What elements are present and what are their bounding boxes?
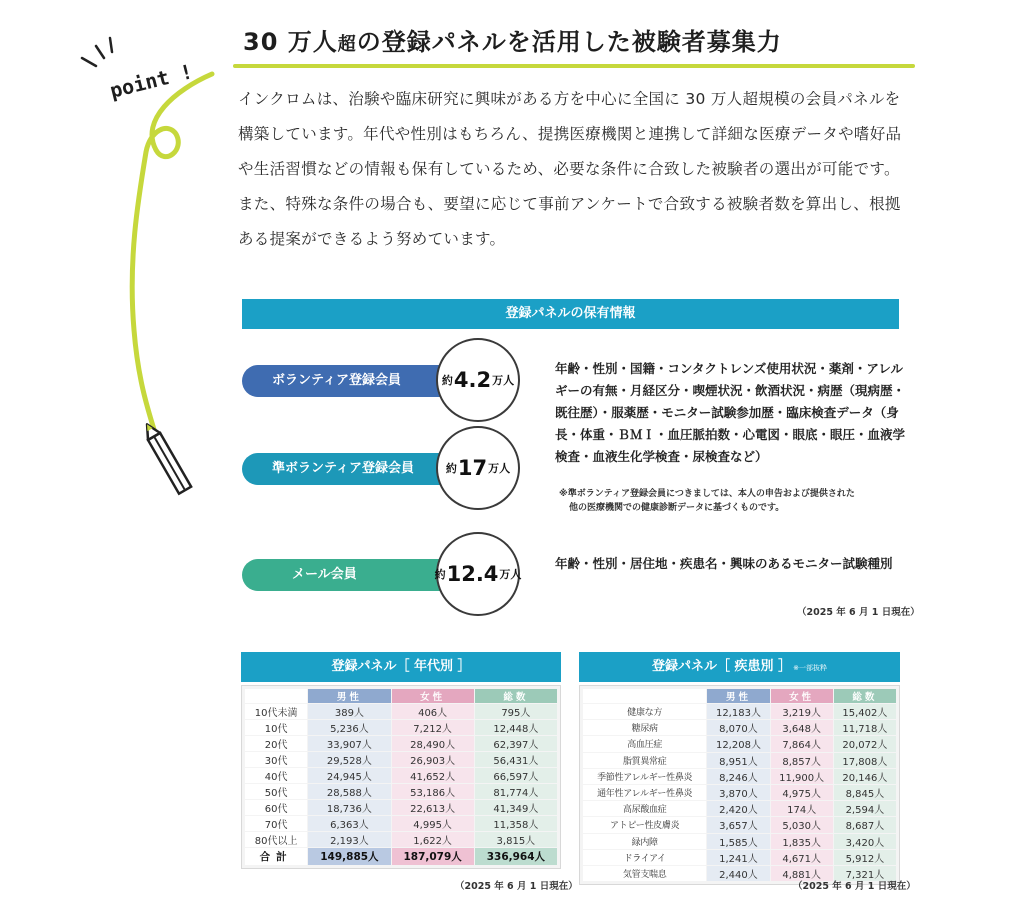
- total-cell: 8,845人: [834, 785, 896, 800]
- mail-count-circle: [436, 532, 520, 616]
- count-prefix: 約: [434, 568, 446, 581]
- total-cell: 41,349人: [475, 800, 557, 815]
- total-cell: 12,448人: [475, 720, 557, 735]
- female-cell: 4,995人: [392, 816, 474, 831]
- male-cell: 3,657人: [707, 817, 769, 832]
- total-cell: 5,912人: [834, 850, 896, 865]
- disease-table-as-of-date: （2025 年 6 月 1 日現在）: [793, 881, 916, 892]
- table-row: [583, 850, 896, 865]
- swoosh-line: [132, 74, 212, 436]
- table-total-row: [245, 848, 557, 865]
- header-total: 総数: [834, 689, 896, 703]
- header-total: 総数: [475, 689, 557, 703]
- table-row: [583, 769, 896, 784]
- disease-table-title-text: 登録パネル［ 疾患別 ］: [652, 659, 792, 674]
- row-label: 脂質異常症: [583, 753, 706, 768]
- sparkle-icon: [82, 38, 112, 66]
- row-label: 30代: [245, 752, 307, 767]
- total-cell: 20,072人: [834, 736, 896, 751]
- row-label: 70代: [245, 816, 307, 831]
- row-label: 緑内障: [583, 834, 706, 849]
- age-table: [241, 685, 561, 869]
- row-label: 高血圧症: [583, 736, 706, 751]
- table-row: [245, 720, 557, 735]
- count-number: 17: [457, 456, 488, 480]
- male-cell: 28,588人: [308, 784, 390, 799]
- total-cell: 3,815人: [475, 832, 557, 847]
- point-label: point !: [107, 59, 196, 103]
- total-cell: 11,718人: [834, 720, 896, 735]
- female-cell: 3,219人: [771, 704, 833, 719]
- total-cell: 20,146人: [834, 769, 896, 784]
- table-row: [583, 834, 896, 849]
- disease-table-title-note: ※一部抜粋: [793, 664, 827, 672]
- female-cell: 28,490人: [392, 736, 474, 751]
- disease-table-title: [579, 652, 900, 682]
- table-row: [245, 832, 557, 847]
- female-cell: 53,186人: [392, 784, 474, 799]
- table-row: [583, 753, 896, 768]
- header-blank: [245, 689, 307, 703]
- female-cell: 22,613人: [392, 800, 474, 815]
- total-cell: 62,397人: [475, 736, 557, 751]
- count-number: 4.2: [453, 368, 492, 392]
- male-cell: 5,236人: [308, 720, 390, 735]
- page-title: 30 万人超の登録パネルを活用した被験者募集力: [243, 28, 782, 56]
- male-cell: 389人: [308, 704, 390, 719]
- female-cell: 26,903人: [392, 752, 474, 767]
- mail-info-description: 年齢・性別・居住地・疾患名・興味のあるモニター試験種別: [555, 556, 893, 571]
- table-header-row: [583, 689, 896, 703]
- title-underline: [233, 64, 915, 68]
- table-row: [583, 720, 896, 735]
- row-label: 糖尿病: [583, 720, 706, 735]
- total-cell: 81,774人: [475, 784, 557, 799]
- holdings-as-of-date: （2025 年 6 月 1 日現在）: [797, 607, 920, 618]
- female-cell: 5,030人: [771, 817, 833, 832]
- count-unit: 万人: [488, 462, 511, 475]
- total-cell: 17,808人: [834, 753, 896, 768]
- age-table-title: 登録パネル［ 年代別 ］: [241, 652, 561, 682]
- row-label: 10代: [245, 720, 307, 735]
- male-cell: 1,241人: [707, 850, 769, 865]
- semi-volunteer-note: [559, 487, 909, 515]
- female-cell: 8,857人: [771, 753, 833, 768]
- female-cell: 4,975人: [771, 785, 833, 800]
- table-row: [583, 817, 896, 832]
- row-label: アトピー性皮膚炎: [583, 817, 706, 832]
- female-cell: 7,212人: [392, 720, 474, 735]
- pencil-icon: [141, 421, 191, 494]
- female-cell: 7,864人: [771, 736, 833, 751]
- male-cell: 3,870人: [707, 785, 769, 800]
- male-cell: 149,885人: [308, 848, 390, 865]
- female-cell: 41,652人: [392, 768, 474, 783]
- male-cell: 12,208人: [707, 736, 769, 751]
- row-label: 通年性アレルギー性鼻炎: [583, 785, 706, 800]
- row-label: 10代未満: [245, 704, 307, 719]
- male-cell: 2,420人: [707, 801, 769, 816]
- row-label: 40代: [245, 768, 307, 783]
- header-male: 男性: [707, 689, 769, 703]
- row-label: 50代: [245, 784, 307, 799]
- female-cell: 4,671人: [771, 850, 833, 865]
- male-cell: 6,363人: [308, 816, 390, 831]
- male-cell: 2,440人: [707, 866, 769, 881]
- table-row: [245, 784, 557, 799]
- male-cell: 8,246人: [707, 769, 769, 784]
- mail-member-label: メール会員: [242, 559, 462, 591]
- female-cell: 406人: [392, 704, 474, 719]
- table-row: [583, 801, 896, 816]
- age-table-as-of-date: （2025 年 6 月 1 日現在）: [455, 881, 578, 892]
- disease-table: [579, 685, 900, 885]
- male-cell: 8,951人: [707, 753, 769, 768]
- holdings-section-title: 登録パネルの保有情報: [242, 299, 899, 329]
- count-number: 12.4: [446, 562, 499, 586]
- total-cell: 8,687人: [834, 817, 896, 832]
- row-label: 健康な方: [583, 704, 706, 719]
- female-cell: 11,900人: [771, 769, 833, 784]
- female-cell: 174人: [771, 801, 833, 816]
- table-row: [245, 752, 557, 767]
- male-cell: 8,070人: [707, 720, 769, 735]
- semi-volunteer-member-label: 準ボランティア登録会員: [242, 453, 492, 485]
- female-cell: 187,079人: [392, 848, 474, 865]
- volunteer-info-description: 年齢・性別・国籍・コンタクトレンズ使用状況・薬剤・アレルギーの有無・月経区分・喫煙状況・飲酒状況・病歴（現病歴・既往歴）・服薬歴・モニター試験参加歴・臨床検査データ（身長・体重・ＢＭＩ・血圧脈拍数・心電図・眼底・眼圧・血液学検査・血液生化学検査・尿検査など）: [555, 361, 906, 464]
- female-cell: 1,622人: [392, 832, 474, 847]
- header-blank: [583, 689, 706, 703]
- row-label: 季節性アレルギー性鼻炎: [583, 769, 706, 784]
- table-row: [583, 736, 896, 751]
- total-cell: 2,594人: [834, 801, 896, 816]
- male-cell: 33,907人: [308, 736, 390, 751]
- header-male: 男性: [308, 689, 390, 703]
- total-cell: 56,431人: [475, 752, 557, 767]
- female-cell: 3,648人: [771, 720, 833, 735]
- table-row: [245, 768, 557, 783]
- table-row: [245, 736, 557, 751]
- table-row: [245, 704, 557, 719]
- row-label: 高尿酸血症: [583, 801, 706, 816]
- count-prefix: 約: [441, 374, 453, 387]
- total-cell: 795人: [475, 704, 557, 719]
- row-label: 60代: [245, 800, 307, 815]
- count-prefix: 約: [445, 462, 457, 475]
- total-cell: 15,402人: [834, 704, 896, 719]
- volunteer-count-circle: [436, 338, 520, 422]
- header-female: 女性: [771, 689, 833, 703]
- table-header-row: [245, 689, 557, 703]
- row-label: 20代: [245, 736, 307, 751]
- total-cell: 3,420人: [834, 834, 896, 849]
- table-row: [583, 785, 896, 800]
- table-row: [245, 800, 557, 815]
- male-cell: 24,945人: [308, 768, 390, 783]
- volunteer-member-label: ボランティア登録会員: [242, 365, 462, 397]
- count-unit: 万人: [492, 374, 515, 387]
- table-row: [583, 704, 896, 719]
- intro-paragraph: インクロムは、治験や臨床研究に興味がある方を中心に全国に 30 万人超規模の会員パネルを構築しています。年代や性別はもちろん、提携医療機関と連携して詳細な医療データや嗜好品や生活習慣などの情報も保有しているため、必要な条件に合致した被験者の選出が可能です。また、特殊な条件の場合も、要望に応じて事前アンケートで合致する被験者数を算出し、根拠ある提案ができるよう努めています。: [238, 90, 902, 248]
- total-cell: 11,358人: [475, 816, 557, 831]
- male-cell: 1,585人: [707, 834, 769, 849]
- total-cell: 336,964人: [475, 848, 557, 865]
- female-cell: 4,881人: [771, 866, 833, 881]
- row-label: 気管支喘息: [583, 866, 706, 881]
- note-line: 他の医療機関での健康診断データに基づくものです。: [569, 503, 785, 513]
- semi-volunteer-count-circle: [436, 426, 520, 510]
- total-cell: 66,597人: [475, 768, 557, 783]
- row-label: 80代以上: [245, 832, 307, 847]
- total-cell: 7,321人: [834, 866, 896, 881]
- male-cell: 18,736人: [308, 800, 390, 815]
- header-female: 女性: [392, 689, 474, 703]
- note-line: ※準ボランティア登録会員につきましては、本人の申告および提供された: [559, 489, 855, 499]
- point-decoration: [0, 0, 240, 520]
- male-cell: 29,528人: [308, 752, 390, 767]
- male-cell: 12,183人: [707, 704, 769, 719]
- row-label: 合計: [245, 848, 307, 865]
- female-cell: 1,835人: [771, 834, 833, 849]
- table-row: [245, 816, 557, 831]
- row-label: ドライアイ: [583, 850, 706, 865]
- count-unit: 万人: [499, 568, 522, 581]
- male-cell: 2,193人: [308, 832, 390, 847]
